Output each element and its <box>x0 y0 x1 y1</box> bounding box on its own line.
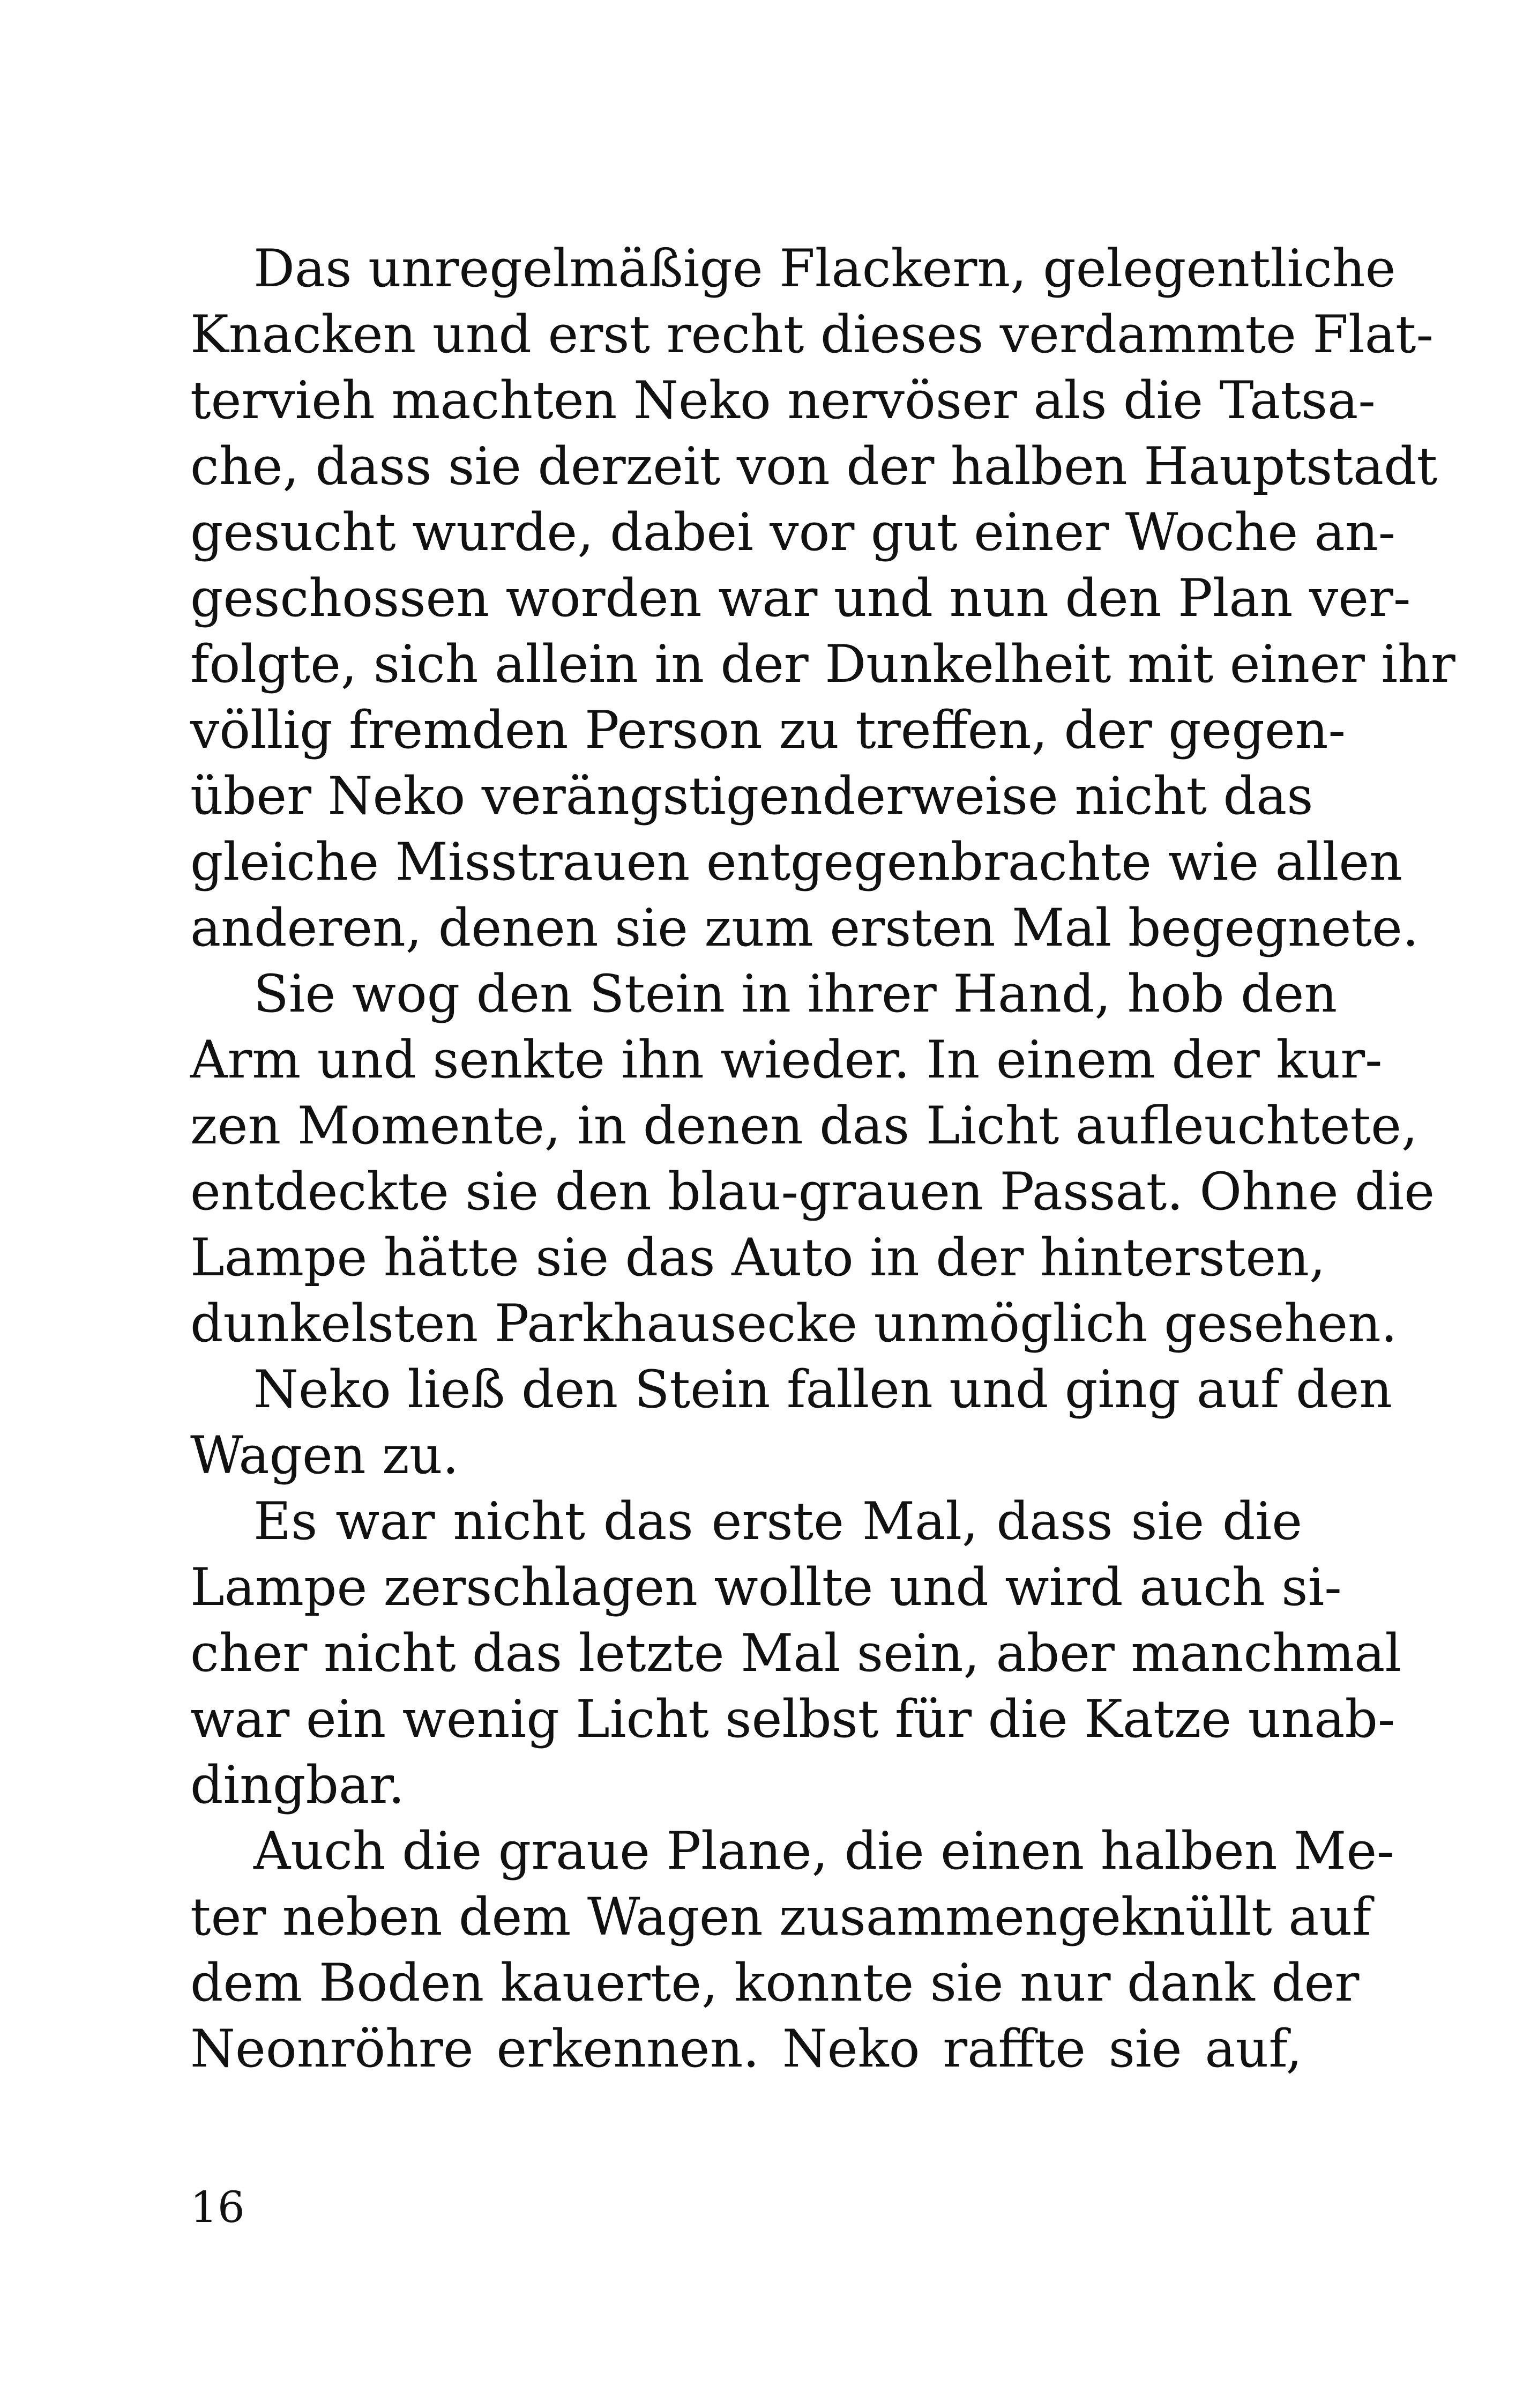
text-line: Das unregelmäßige Flackern, gelegentliche <box>253 239 1396 299</box>
body-text <box>190 236 1455 2082</box>
text-line: Lampe zerschlagen wollte und wird auch si- <box>190 1557 1342 1617</box>
text-line: Neonröhre erkennen. Neko raffte sie auf, <box>190 2019 1302 2079</box>
text-line: zen Momente, in denen das Licht aufleuchtete, <box>190 1096 1418 1156</box>
text-line: Es war nicht das erste Mal, dass sie die <box>253 1491 1302 1551</box>
text-line: dem Boden kauerte, konnte sie nur dank der <box>190 1953 1360 2013</box>
text-line: Wagen zu. <box>190 1425 459 1485</box>
text-line: dunkelsten Parkhausecke unmöglich gesehen. <box>190 1294 1398 1354</box>
text-line: che, dass sie derzeit von der halben Hauptstadt <box>190 436 1438 496</box>
text-line: gesucht wurde, dabei vor gut einer Woche an- <box>190 502 1396 562</box>
text-line: Auch die graue Plane, die einen halben Me- <box>253 1821 1394 1881</box>
text-line: über Neko verängstigenderweise nicht das <box>190 766 1313 826</box>
text-line: ter neben dem Wagen zusammengeknüllt auf <box>190 1887 1371 1947</box>
text-line: folgte, sich allein in der Dunkelheit mit einer ihr <box>190 634 1455 694</box>
text-line: war ein wenig Licht selbst für die Katze unab- <box>190 1689 1395 1749</box>
page-number: 16 <box>190 2182 245 2232</box>
text-line: geschossen worden war und nun den Plan ver- <box>190 568 1411 628</box>
text-line: entdeckte sie den blau-grauen Passat. Ohne die <box>190 1162 1435 1222</box>
text-line: Lampe hätte sie das Auto in der hintersten, <box>190 1228 1326 1288</box>
text-line: Knacken und erst recht dieses verdammte Flat- <box>190 304 1434 365</box>
text-line: dingbar. <box>190 1755 405 1815</box>
text-line: Arm und senkte ihn wieder. In einem der kur- <box>190 1030 1383 1090</box>
text-line: Neko ließ den Stein fallen und ging auf den <box>253 1359 1393 1419</box>
text-line: Sie wog den Stein in ihrer Hand, hob den <box>253 964 1338 1024</box>
text-line: völlig fremden Person zu treffen, der gegen- <box>190 700 1346 760</box>
text-line: anderen, denen sie zum ersten Mal begegnete. <box>190 898 1419 958</box>
text-line: gleiche Misstrauen entgegenbrachte wie allen <box>190 832 1402 892</box>
text-line: tervieh machten Neko nervöser als die Tatsa- <box>190 370 1376 430</box>
text-line: cher nicht das letzte Mal sein, aber manchmal <box>190 1623 1402 1683</box>
